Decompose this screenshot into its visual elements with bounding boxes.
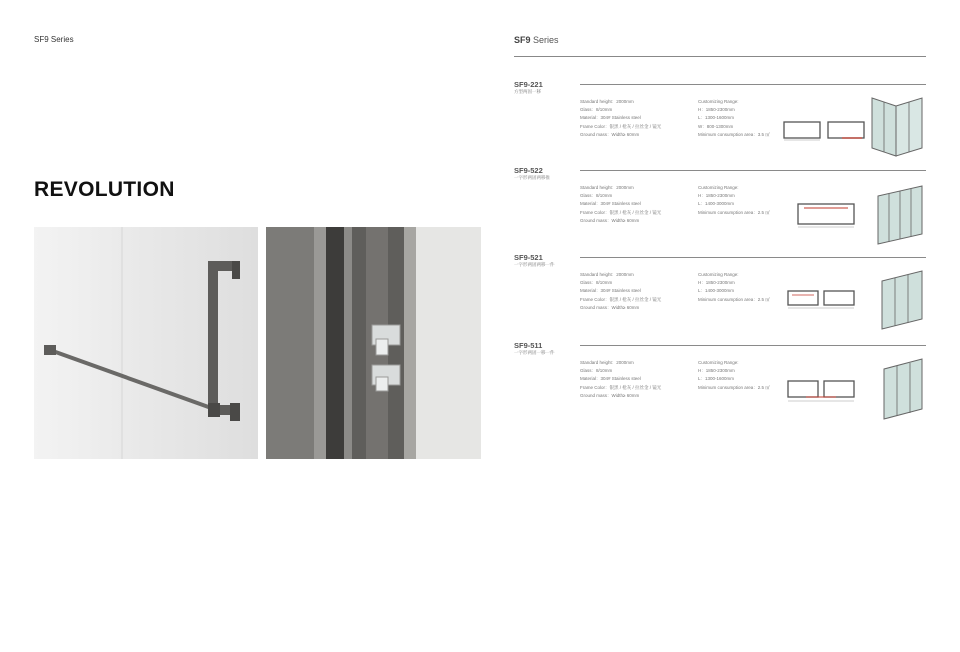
custom-line: H：1850-2300mm: [698, 193, 735, 199]
custom-line: H：1850-2300mm: [698, 368, 735, 374]
spec-line: Material：304# Stainless steel: [580, 376, 641, 382]
product-divider: [580, 170, 926, 171]
isometric-diagram: [874, 182, 926, 248]
plan-diagram: [796, 200, 858, 230]
isometric-diagram: [866, 92, 926, 160]
custom-line: H：1850-2300mm: [698, 280, 735, 286]
product-code: SF9-521: [514, 253, 543, 262]
header-divider: [514, 56, 926, 57]
spec-list: [580, 184, 690, 225]
custom-line: Minimum consumption area：2.5 ㎡: [698, 384, 770, 390]
plan-diagram: [782, 118, 870, 142]
product-divider: [580, 257, 926, 258]
left-series-label: SF9 Series: [34, 35, 74, 44]
spec-line: Glass：8/10mm: [580, 107, 613, 113]
spec-line: Ground mass：Width≥ 60mm: [580, 217, 640, 223]
product-subtitle: 一字形两固一移一件: [514, 350, 555, 355]
custom-line: Minimum consumption area：2.5 ㎡: [698, 296, 770, 302]
product-sf9-221: [514, 80, 926, 160]
plan-diagram: [786, 287, 858, 311]
custom-line: L：1400-3000mm: [698, 201, 735, 207]
custom-line: L：1300-1600mm: [698, 376, 735, 382]
product-sf9-511: [514, 341, 926, 421]
spec-line: Frame Color：银黑 / 枪灰 / 拉丝金 / 镜光: [580, 209, 662, 215]
spec-line: Standard height：2000mm: [580, 272, 634, 277]
right-series-label: [514, 35, 559, 45]
spec-list: [580, 359, 690, 400]
spec-line: Glass：8/10mm: [580, 368, 613, 374]
page-title: REVOLUTION: [34, 178, 175, 201]
custom-line: Minimum consumption area：3.5 ㎡: [698, 131, 770, 137]
spec-line: Frame Color：银黑 / 枪灰 / 拉丝金 / 镜光: [580, 123, 662, 129]
spec-line: Frame Color：银黑 / 枪灰 / 拉丝金 / 镜光: [580, 296, 662, 302]
product-divider: [580, 84, 926, 85]
isometric-diagram: [880, 355, 926, 423]
spec-line: Standard height：2000mm: [580, 99, 634, 104]
spec-line: Material：304# Stainless steel: [580, 288, 641, 294]
spec-line: Standard height：2000mm: [580, 360, 634, 365]
spec-line: Standard height：2000mm: [580, 185, 634, 190]
custom-line: Customizing Range:: [698, 360, 739, 365]
product-code: SF9-511: [514, 341, 543, 350]
isometric-diagram: [878, 267, 926, 333]
custom-line: W：800-1300mm: [698, 123, 734, 129]
custom-line: Minimum consumption area：2.5 ㎡: [698, 209, 770, 215]
plan-diagram: [786, 377, 858, 403]
spec-list: [580, 98, 690, 139]
custom-line: H：1850-2300mm: [698, 107, 735, 113]
handle-photo: [34, 227, 258, 459]
product-subtitle: 一字形两固两移一件: [514, 262, 555, 267]
product-sf9-521: [514, 253, 926, 333]
product-subtitle: 一字形两固两移推: [514, 175, 550, 180]
spec-line: Material：304# Stainless steel: [580, 115, 641, 121]
series-code: SF9: [514, 35, 531, 45]
spec-line: Material：304# Stainless steel: [580, 201, 641, 207]
custom-range-list: [698, 359, 788, 392]
product-code: SF9-522: [514, 166, 543, 175]
product-code: SF9-221: [514, 80, 543, 89]
spec-line: Ground mass：Width≥ 60mm: [580, 304, 640, 310]
spec-line: Glass：8/10mm: [580, 193, 613, 199]
spec-line: Glass：8/10mm: [580, 280, 613, 286]
custom-range-list: [698, 98, 788, 139]
custom-range-list: [698, 184, 788, 217]
custom-line: Customizing Range:: [698, 272, 739, 277]
product-divider: [580, 345, 926, 346]
custom-line: Customizing Range:: [698, 185, 739, 190]
custom-range-list: [698, 271, 788, 304]
custom-line: L：1300-1600mm: [698, 115, 735, 121]
spec-line: Ground mass：Width≥ 60mm: [580, 392, 640, 398]
spec-line: Frame Color：银黑 / 枪灰 / 拉丝金 / 镜光: [580, 384, 662, 390]
product-sf9-522: [514, 166, 926, 246]
profile-closeup-photo: [266, 227, 481, 459]
custom-line: Customizing Range:: [698, 99, 739, 104]
spec-list: [580, 271, 690, 312]
custom-line: L：1400-3000mm: [698, 288, 735, 294]
product-subtitle: 方型两固一移: [514, 89, 541, 94]
spec-line: Ground mass：Width≥ 60mm: [580, 131, 640, 137]
series-word: Series: [533, 35, 559, 45]
